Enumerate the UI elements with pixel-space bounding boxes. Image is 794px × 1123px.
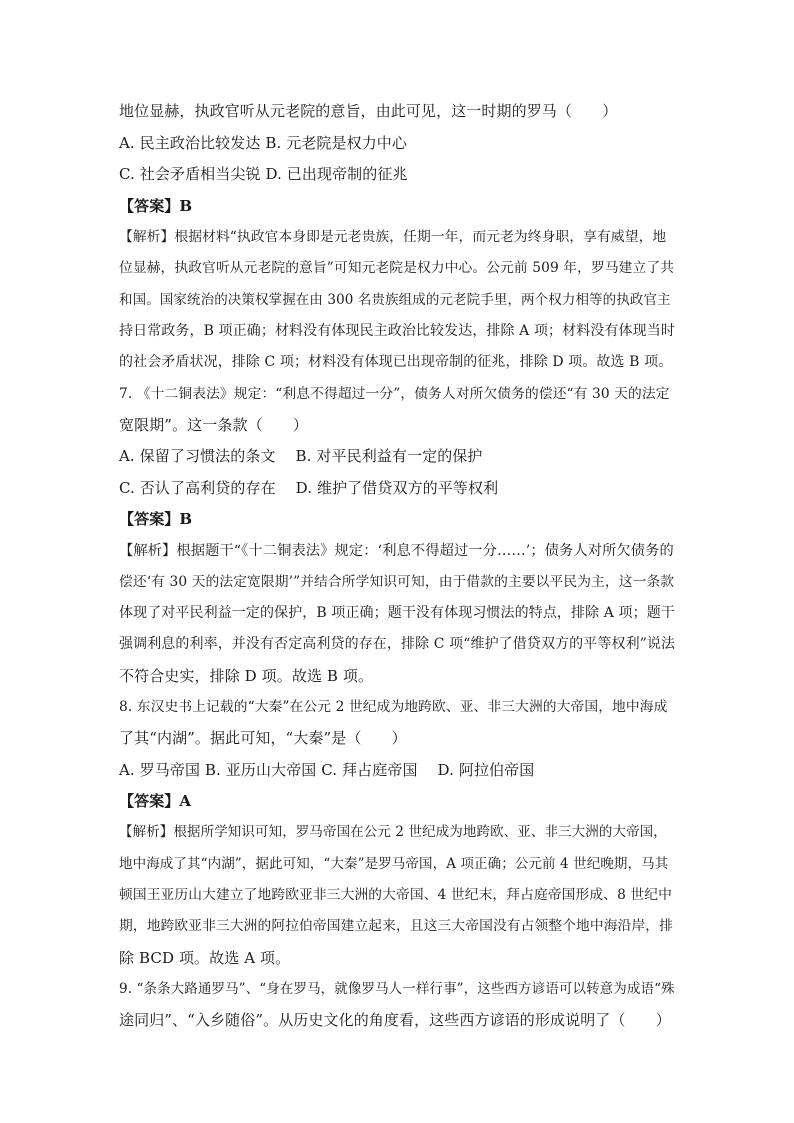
analysis-line: 顿国王亚历山大建立了地跨欧亚非三大洲的大帝国、4 世纪末，拜占庭帝国形成、8 世纪中 xyxy=(119,887,672,903)
analysis-line: 除 BCD 项。故选 A 项。 xyxy=(119,949,291,967)
question-line: 8. 东汉史书上记载的“大秦”在公元 2 世纪成为地跨欧、亚、非三大洲的大帝国，地中海成 xyxy=(119,699,668,715)
option-line: A. 罗马帝国 B. 亚历山大帝国 C. 拜占庭帝国 D. 阿拉伯帝国 xyxy=(119,761,535,779)
analysis-line: 体现了对平民利益一定的保护，B 项正确；题干没有体现习惯法的特点，排除 A 项；题干 xyxy=(119,605,675,621)
analysis-line: 【解析】根据所学知识可知，罗马帝国在公元 2 世纪成为地跨欧、亚、非三大洲的大帝国， xyxy=(119,824,667,840)
answer-line: 【答案】A xyxy=(119,792,192,810)
option-line: C. 否认了高利贷的存在 D. 维护了借贷双方的平等权利 xyxy=(119,479,499,497)
analysis-line: 和国。国家统治的决策权掌握在由 300 名贵族组成的元老院手里，两个权力相等的执政官主 xyxy=(119,292,671,308)
analysis-line: 期，地跨欧亚非三大洲的阿拉伯帝国建立起来，且这三大帝国没有占领整个地中海沿岸，排 xyxy=(119,918,674,934)
analysis-line: 【解析】根据材料“执政官本身即是元老贵族，任期一年，而元老为终身职，享有威望，地 xyxy=(119,229,667,245)
question-line: 7. 《十二铜表法》规定：“利息不得超过一分”，债务人对所欠债务的偿还“有 30 天的法定 xyxy=(119,386,670,402)
answer-line: 【答案】B xyxy=(119,197,193,215)
question-line: 宽限期”。这一条款（ ） xyxy=(119,416,308,434)
analysis-line: 不符合史实，排除 D 项。故选 B 项。 xyxy=(119,667,374,685)
analysis-line: 持日常政务，B 项正确；材料没有体现民主政治比较发达，排除 A 项；材料没有体现当时 xyxy=(119,323,675,339)
option-line: A. 民主政治比较发达 B. 元老院是权力中心 xyxy=(119,134,407,152)
analysis-line: 的社会矛盾状况，排除 C 项；材料没有体现已出现帝制的征兆，排除 D 项。故选 B 项。 xyxy=(119,354,673,370)
option-line: C. 社会矛盾相当尖锐 D. 已出现帝制的征兆 xyxy=(119,165,408,183)
question-line: 途同归”、“入乡随俗”。从历史文化的角度看，这些西方谚语的形成说明了（ ） xyxy=(119,1011,671,1029)
analysis-line: 位显赫，执政官听从元老院的意旨”可知元老院是权力中心。公元前 509 年，罗马建立了共 xyxy=(119,260,675,276)
question-line: 了其“内湖”。据此可知，“大秦”是（ ） xyxy=(119,729,407,747)
analysis-line: 地中海成了其“内湖”，据此可知，“大秦”是罗马帝国，A 项正确；公元前 4 世纪晚期，马其 xyxy=(119,856,669,872)
analysis-line: 强调利息的利率，并没有否定高利贷的存在，排除 C 项“维护了借贷双方的平等权利”说法 xyxy=(119,636,676,652)
analysis-line: 【解析】根据题干“《十二铜表法》规定：‘利息不得超过一分……’；债务人对所欠债务的 xyxy=(119,543,674,559)
answer-line: 【答案】B xyxy=(119,510,193,528)
option-line: A. 保留了习惯法的条文 B. 对平民利益有一定的保护 xyxy=(119,447,483,465)
text-line: 地位显赫，执政官听从元老院的意旨，由此可见，这一时期的罗马（ ） xyxy=(119,102,618,120)
question-line: 9. “条条大路通罗马”、“身在罗马，就像罗马人一样行事”，这些西方谚语可以转意为成语“殊 xyxy=(119,981,675,997)
analysis-line: 偿还‘有 30 天的法定宽限期’”并结合所学知识可知，由于借款的主要以平民为主，这一条款 xyxy=(119,574,675,590)
